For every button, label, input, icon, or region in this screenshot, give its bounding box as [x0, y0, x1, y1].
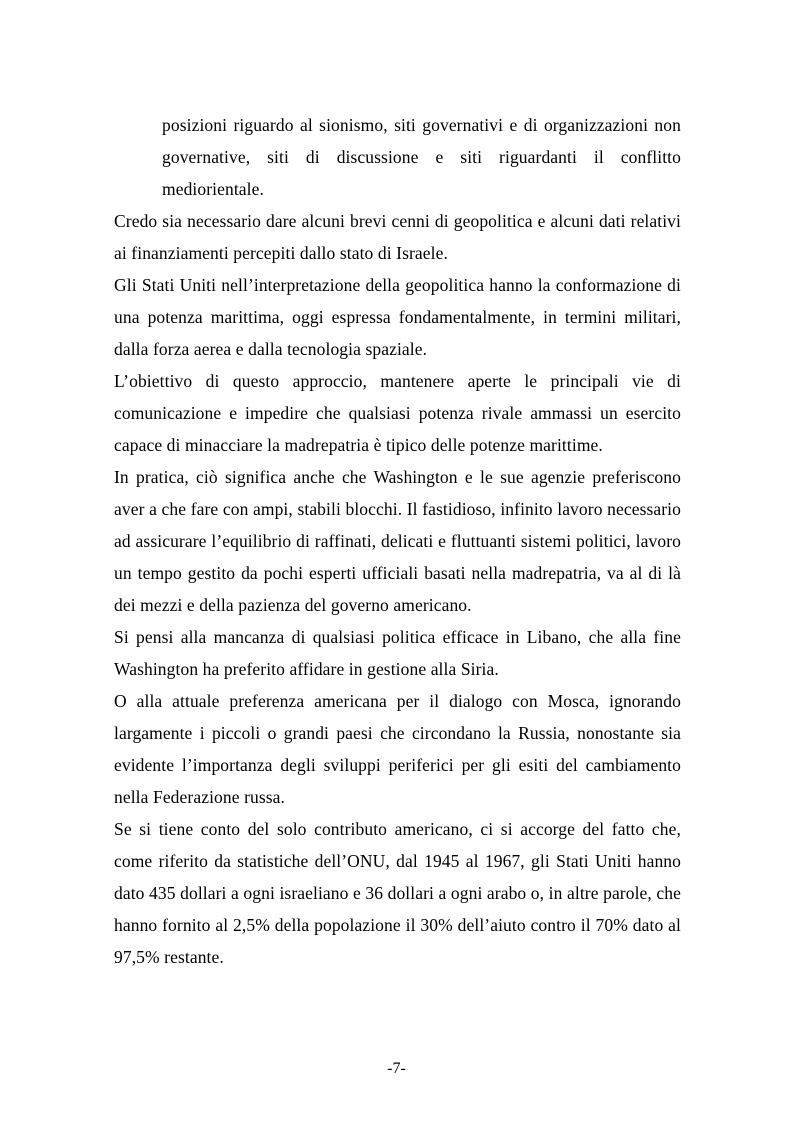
paragraph-indented-continuation: posizioni riguardo al sionismo, siti governativi e di organizzazioni non governative, siti di discussione e siti riguardanti il conflitto mediorientale.	[162, 115, 681, 199]
paragraph-mosca: O alla attuale preferenza americana per il dialogo con Mosca, ignorando largamente i piccoli o grandi paesi che circondano la Russia, nonostante sia evidente l’importanza degli sviluppi periferici per gli esiti del cambiamento nella Federazione russa.	[114, 691, 681, 807]
body-text	[114, 109, 681, 973]
paragraph-stati-uniti: Gli Stati Uniti nell’interpretazione della geopolitica hanno la conformazione di una potenza marittima, oggi espressa fondamentalmente, in termini militari, dalla forza aerea e dalla tecnologia spaziale.	[114, 275, 681, 359]
page-number: -7-	[387, 1060, 406, 1077]
paragraph-contributo-americano: Se si tiene conto del solo contributo americano, ci si accorge del fatto che, come riferito da statistiche dell’ONU, dal 1945 al 1967, gli Stati Uniti hanno dato 435 dollari a ogni israeliano e 36 dollari a ogni arabo o, in altre parole, che hanno fornito al 2,5% della popolazione il 30% dell’aiuto contro il 70% dato al 97,5% restante.	[114, 819, 681, 967]
paragraph-in-pratica: In pratica, ciò significa anche che Washington e le sue agenzie preferiscono aver a che fare con ampi, stabili blocchi. Il fastidioso, infinito lavoro necessario ad assicurare l’equilibrio di raffinati, delicati e fluttuanti sistemi politici, lavoro un tempo gestito da pochi esperti ufficiali basati nella madrepatria, va al di là dei mezzi e della pazienza del governo americano.	[114, 467, 681, 615]
paragraph-libano: Si pensi alla mancanza di qualsiasi politica efficace in Libano, che alla fine Washington ha preferito affidare in gestione alla Siria.	[114, 627, 681, 679]
paragraph-obiettivo: L’obiettivo di questo approccio, mantenere aperte le principali vie di comunicazione e impedire che qualsiasi potenza rivale ammassi un esercito capace di minacciare la madrepatria è tipico delle potenze marittime.	[114, 371, 681, 455]
paragraph-geopolitica-intro: Credo sia necessario dare alcuni brevi cenni di geopolitica e alcuni dati relativi ai finanziamenti percepiti dallo stato di Israele.	[114, 211, 681, 263]
